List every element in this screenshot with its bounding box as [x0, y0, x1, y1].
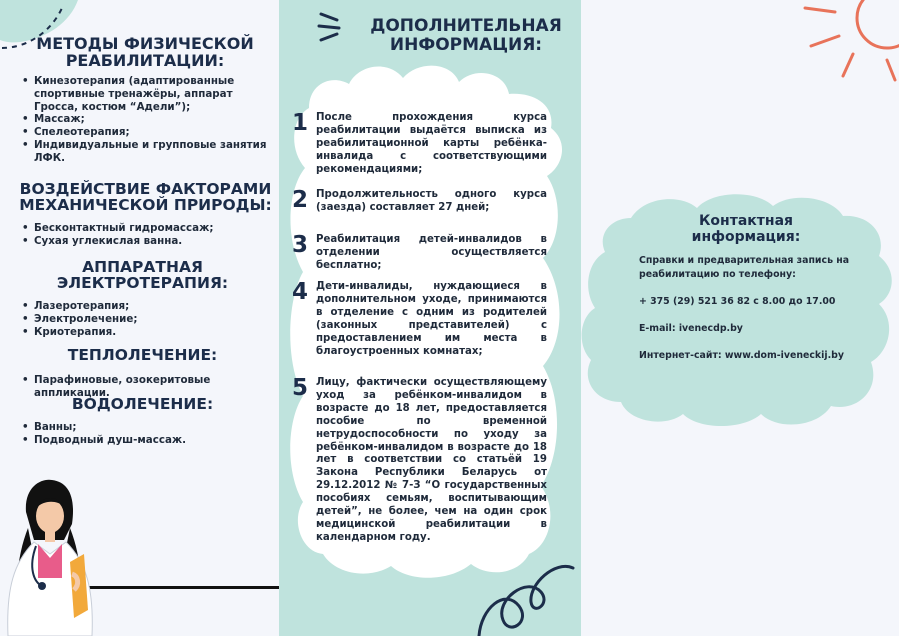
swirl-doodle: [475, 548, 581, 636]
item-text: Реабилитация детей-инвалидов в отделении осуществляется бесплатно;: [316, 234, 547, 271]
sun-icon: [799, 0, 899, 82]
list-item: • Парафиновые, озокеритовые аппликации.: [22, 374, 282, 400]
panel-rehab-methods: [0, 0, 279, 636]
item-number: 5: [291, 375, 308, 401]
list-water: [22, 421, 278, 447]
list-item: • Ванны;: [22, 421, 278, 434]
item-number: 1: [291, 110, 308, 136]
item-text: После прохождения курса реабилитации выдаётся выписка из реабилитационной карты ребёнка-инвалида с соответствующими рекомендациями;: [316, 112, 547, 175]
item-text: Дети-инвалиды, нуждающиеся в дополнительном уходе, принимаются в отделение с одним из родителей (законных представителей) с предоставлением им места в благоустроенных комнатах;: [316, 281, 547, 357]
list-item: • Спелеотерапия;: [22, 126, 278, 139]
list-item: • Индивидуальные и групповые занятия ЛФК.: [22, 139, 278, 165]
section-title-electrotherapy: АППАРАТНАЯ ЭЛЕКТРОТЕРАПИЯ:: [56, 258, 229, 293]
panel-contact: [581, 0, 899, 636]
doctor-illustration: [0, 478, 100, 636]
list-item: • Бесконтактный гидромассаж;: [22, 222, 278, 235]
item-number: 2: [291, 187, 308, 213]
list-item: • Сухая углекислая ванна.: [22, 235, 278, 248]
list-physical-rehab: [22, 75, 278, 165]
item-number: 3: [291, 232, 308, 258]
section-title-mechanical: ВОЗДЕЙСТВИЕ ФАКТОРАМИ МЕХАНИЧЕСКОЙ ПРИРОДЫ:: [19, 180, 272, 215]
section-title-water: ВОДОЛЕЧЕНИЕ:: [71, 395, 214, 413]
website-text: Интернет-сайт: www.dom-iveneckij.by: [639, 350, 844, 361]
page-title: ДОПОЛНИТЕЛЬНАЯ ИНФОРМАЦИЯ:: [370, 16, 562, 55]
section-title-physical-rehab: МЕТОДЫ ФИЗИЧЕСКОЙ РЕАБИЛИТАЦИИ:: [36, 34, 254, 70]
email-text: E-mail: ivenecdp.by: [639, 323, 743, 334]
list-electrotherapy: [22, 300, 278, 338]
item-text: Продолжительность одного курса (заезда) составляет 27 дней;: [316, 189, 547, 213]
booking-text: Справки и предварительная запись на реабилитацию по телефону:: [639, 255, 850, 280]
item-text: Лицу, фактически осуществляющему уход за ребёнком-инвалидом в возрасте до 18 лет, предоставляется пособие по временной нетрудоспособности по уходу за ребёнком-инвалидом в возрасте до 18 лет в соответствии со статьёй 19 Закона Республики Беларусь от 29.12.2012 № 7-З “О государственных пособиях семьям, воспитывающим детей”, не более, чем на один срок медицинской реабилитации в календарном году.: [316, 377, 547, 543]
phone-text: + 375 (29) 521 36 82 с 8.00 до 17.00: [639, 296, 836, 307]
list-mechanical: [22, 222, 278, 248]
divider-line: [85, 586, 279, 589]
list-item: • Криотерапия.: [22, 326, 278, 339]
list-item: • Подводный душ-массаж.: [22, 434, 278, 447]
section-title-heat: ТЕПЛОЛЕЧЕНИЕ:: [67, 346, 218, 364]
list-item: • Кинезотерапия (адаптированные спортивные тренажёры, аппарат Гросса, костюм “Адели”);: [22, 75, 278, 113]
list-item: • Электролечение;: [22, 313, 278, 326]
list-item: • Массаж;: [22, 113, 278, 126]
item-number: 4: [291, 279, 308, 305]
panel-additional-info: [279, 0, 581, 636]
list-item: • Лазеротерапия;: [22, 300, 278, 313]
contact-title: Контактная информация:: [691, 213, 801, 245]
